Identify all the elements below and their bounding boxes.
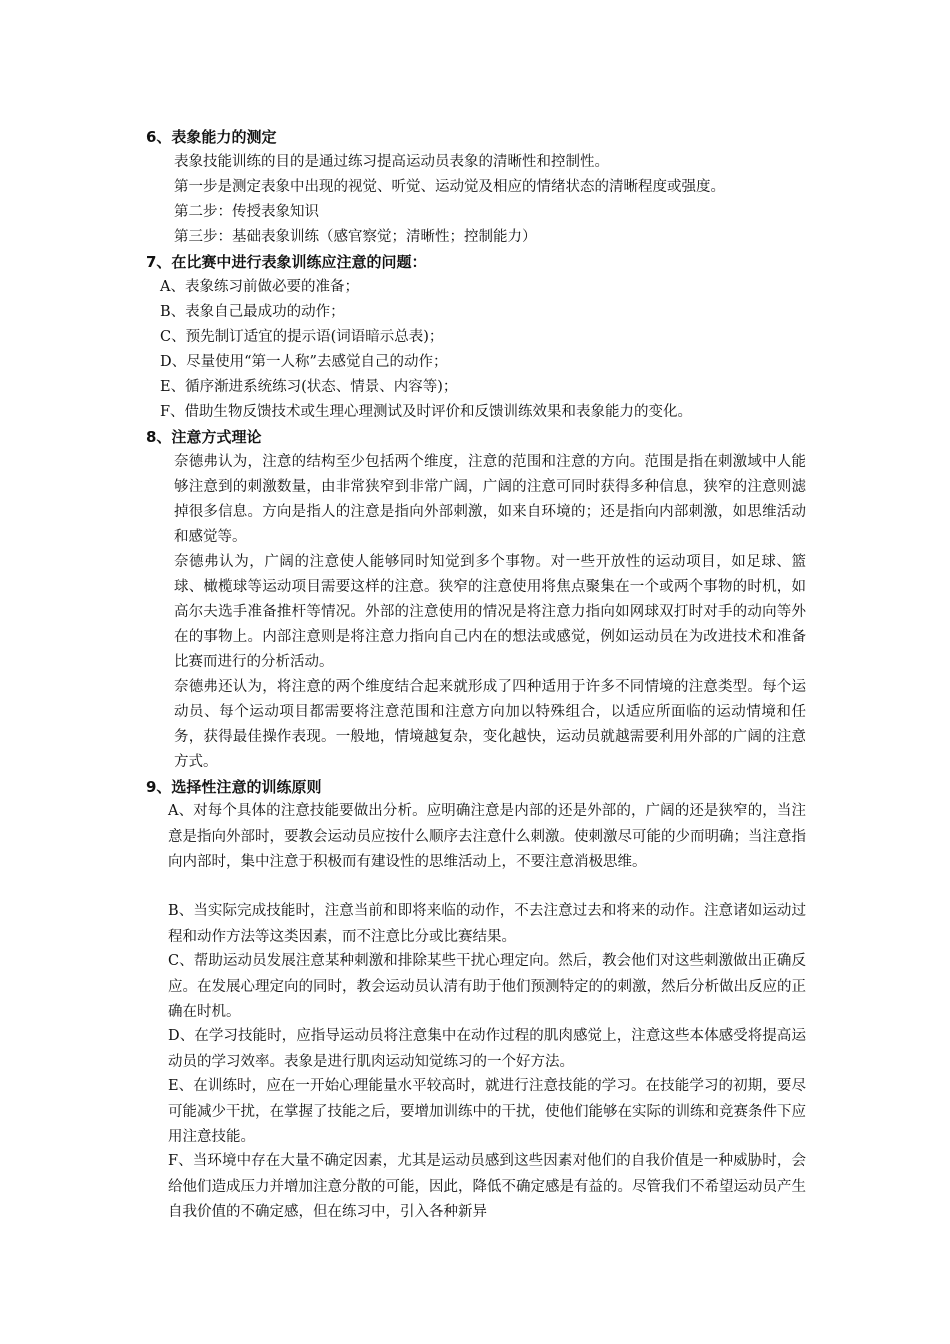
section-6-line-1: 表象技能训练的目的是通过练习提高运动员表象的清晰性和控制性。 [174,154,609,170]
section-8-paragraph-3: 奈德弗还认为，将注意的两个维度结合起来就形成了四种适用于许多不同情境的注意类型。每个运动员、每个运动项目都需要将注意范围和注意方向加以特殊组合，以适应所面临的运动情境和任务，获得最佳操作表现。一般地，情境越复杂，变化越快，运动员就越需要利用外部的广阔的注意方式。 [174,679,806,770]
section-9-heading: 9、选择性注意的训练原则 [146,778,322,796]
section-7-item-c: C、预先制订适宜的提示语(词语暗示总表)； [160,329,444,345]
section-7-heading: 7、在比赛中进行表象训练应注意的问题： [146,253,427,271]
section-8-paragraph-2: 奈德弗认为，广阔的注意使人能够同时知觉到多个事物。对一些开放性的运动项目，如足球、篮球、橄榄球等运动项目需要这样的注意。狭窄的注意使用将焦点聚集在一个或两个事物的时机，如高尔夫选手准备推杆等情况。外部的注意使用的情况是将注意力指向如网球双打时对手的动向等外在的事物上。内部注意则是将注意力指向自己内在的想法或感觉，例如运动员在为改进技术和准备比赛而进行的分析活动。 [174,554,806,670]
section-8-heading: 8、注意方式理论 [146,428,262,446]
section-6-heading: 6、表象能力的测定 [146,128,277,146]
section-9-item-d: D、在学习技能时，应指导运动员将注意集中在动作过程的肌肉感觉上，注意这些本体感受将提高运动员的学习效率。表象是进行肌肉运动知觉练习的一个好方法。 [168,1028,806,1070]
section-9-item-c: C、帮助运动员发展注意某种刺激和排除某些干扰心理定向。然后，教会他们对这些刺激做出正确反应。在发展心理定向的同时，教会运动员认清有助于他们预测特定的的刺激，然后分析做出反应的正确在时机。 [168,953,806,1020]
section-6-line-4: 第三步：基础表象训练（感官察觉；清晰性；控制能力） [174,229,537,245]
section-9-item-e: E、在训练时，应在一开始心理能量水平较高时，就进行注意技能的学习。在技能学习的初期，要尽可能减少干扰，在掌握了技能之后，要增加训练中的干扰，使他们能够在实际的训练和竞赛条件下应用注意技能。 [168,1078,806,1145]
section-9-item-f: F、当环境中存在大量不确定因素，尤其是运动员感到这些因素对他们的自我价值是一种威胁时，会给他们造成压力并增加注意分散的可能，因此，降低不确定感是有益的。尽管我们不希望运动员产生自我价值的不确定感，但在练习中，引入各种新异 [168,1153,806,1220]
section-8-paragraph-1: 奈德弗认为，注意的结构至少包括两个维度，注意的范围和注意的方向。范围是指在刺激域中人能够注意到的刺激数量，由非常狭窄到非常广阔，广阔的注意可同时获得多种信息，狭窄的注意则滤掉很多信息。方向是指人的注意是指向外部刺激，如来自环境的；还是指向内部刺激，如思维活动和感觉等。 [174,454,806,545]
section-9-item-b: B、当实际完成技能时，注意当前和即将来临的动作，不去注意过去和将来的动作。注意诸如运动过程和动作方法等这类因素，而不注意比分或比赛结果。 [168,903,806,945]
section-7-item-e: E、循序渐进系统练习(状态、情景、内容等)； [160,379,458,395]
section-6-line-3: 第二步：传授表象知识 [174,204,319,220]
section-7-item-f: F、借助生物反馈技术或生理心理测试及时评价和反馈训练效果和表象能力的变化。 [160,404,693,420]
section-6-line-2: 第一步是测定表象中出现的视觉、听觉、运动觉及相应的情绪状态的清晰程度或强度。 [174,179,725,195]
section-7-item-b: B、表象自己最成功的动作； [160,304,345,320]
section-9-item-a: A、对每个具体的注意技能要做出分析。应明确注意是内部的还是外部的，广阔的还是狭窄的，当注意是指向外部时，要教会运动员应按什么顺序去注意什么刺激。使刺激尽可能的少而明确；当注意指向内部时，集中注意于积极而有建设性的思维活动上，不要注意消极思维。 [168,803,806,870]
section-7-item-d: D、尽量使用“第一人称”去感觉自己的动作； [160,354,448,370]
section-7-item-a: A、表象练习前做必要的准备； [160,279,359,295]
